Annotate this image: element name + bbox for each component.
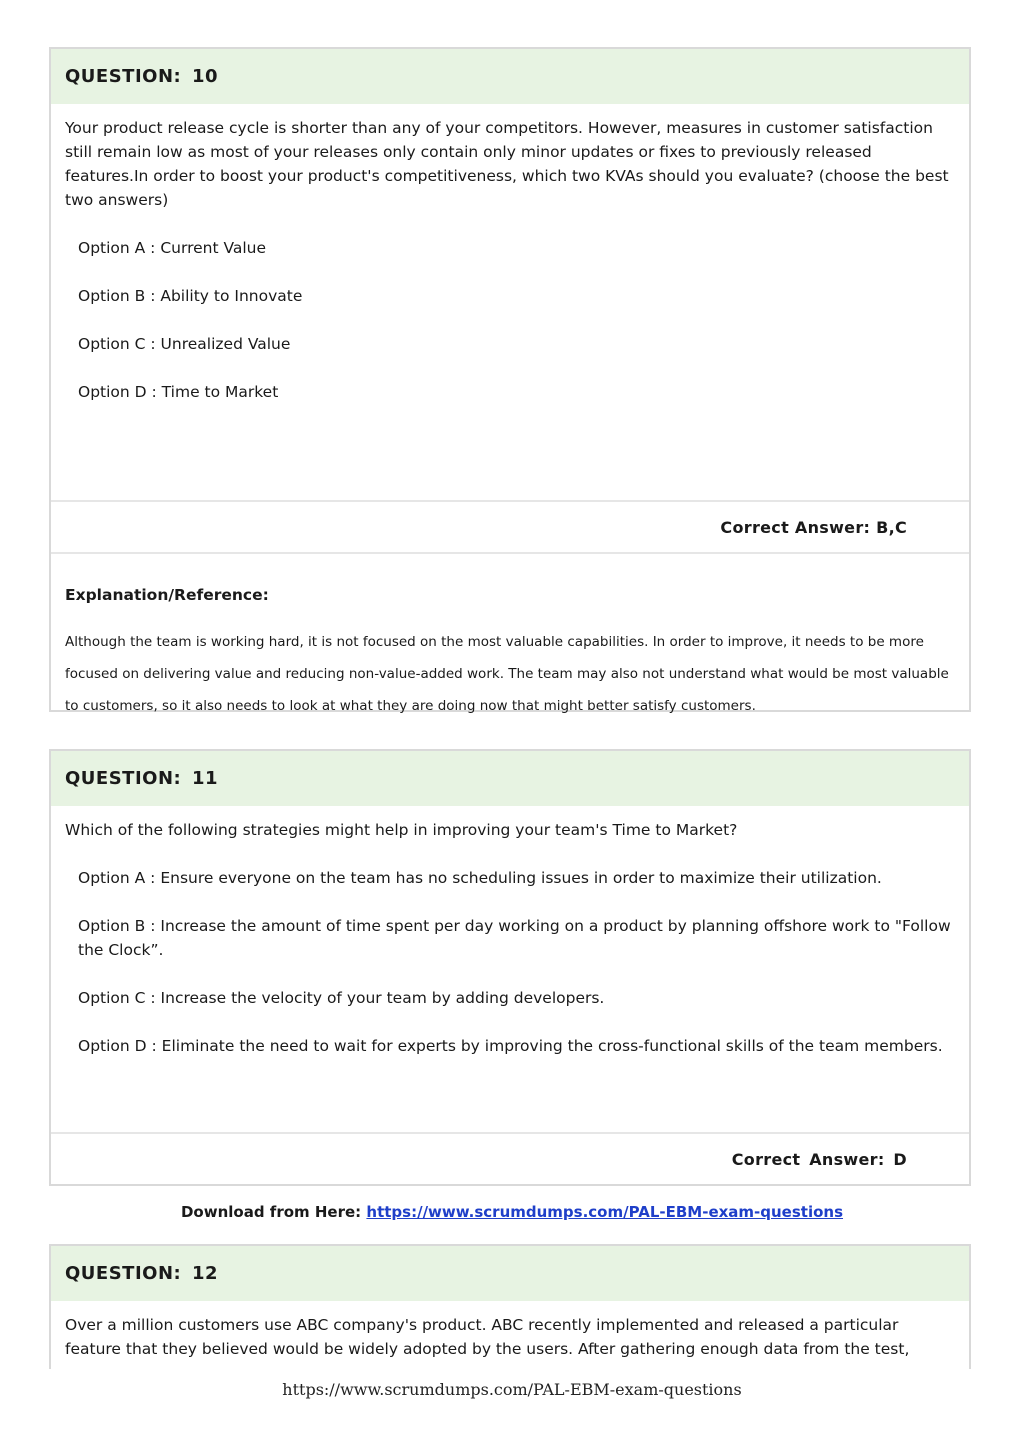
- explanation-text: Although the team is working hard, it is not focused on the most valuable capabilities. In order to improve, it needs to be more focused on delivering value and reducing non-value-added work. The team may also not understand what would be most valuable to customers, so it also needs to look at what they are doing now that might better satisfy customers.: [65, 634, 949, 714]
- question-text: Which of the following strategies might help in improving your team's Time to Market?: [65, 821, 738, 839]
- page-footer-url: https://www.scrumdumps.com/PAL-EBM-exam-questions: [282, 1380, 742, 1399]
- explanation-section: [51, 552, 969, 722]
- question-card-10: [49, 47, 971, 712]
- download-link[interactable]: https://www.scrumdumps.com/PAL-EBM-exam-questions: [366, 1203, 844, 1221]
- option-c: Option C : Increase the velocity of your team by adding developers.: [78, 989, 605, 1007]
- option-b: Option B : Ability to Innovate: [78, 287, 303, 305]
- question-card-11: [49, 749, 971, 1186]
- question-text: Over a million customers use ABC company's product. ABC recently implemented and released a particular feature that they believed would be widely adopted by the users. After gathering enough data from the test,: [65, 1316, 910, 1358]
- correct-answer: Correct Answer: D: [51, 1132, 969, 1184]
- question-heading: QUESTION: 11: [51, 751, 969, 806]
- question-body: [51, 1301, 969, 1361]
- download-line: [0, 1203, 1024, 1221]
- question-body: [51, 806, 969, 1132]
- option-b: Option B : Increase the amount of time spent per day working on a product by planning offshore work to "Follow the Clock”.: [78, 917, 951, 959]
- question-body: [51, 104, 969, 500]
- explanation-title: Explanation/Reference:: [65, 586, 269, 604]
- option-d: Option D : Time to Market: [78, 383, 279, 401]
- option-a: Option A : Ensure everyone on the team has no scheduling issues in order to maximize their utilization.: [78, 869, 882, 887]
- correct-answer: Correct Answer: B,C: [51, 500, 969, 552]
- download-label: Download from Here:: [180, 1203, 362, 1221]
- question-heading: QUESTION: 12: [51, 1246, 969, 1301]
- question-heading: QUESTION: 10: [51, 49, 969, 104]
- option-a: Option A : Current Value: [78, 239, 267, 257]
- question-text: Your product release cycle is shorter than any of your competitors. However, measures in customer satisfaction still remain low as most of your releases only contain only minor updates or fixes to previously released features.In order to boost your product's competitiveness, which two KVAs should you evaluate? (choose the best two answers): [65, 119, 949, 209]
- option-c: Option C : Unrealized Value: [78, 335, 291, 353]
- question-card-12: [49, 1244, 971, 1369]
- option-d: Option D : Eliminate the need to wait for experts by improving the cross-functional skills of the team members.: [78, 1037, 943, 1055]
